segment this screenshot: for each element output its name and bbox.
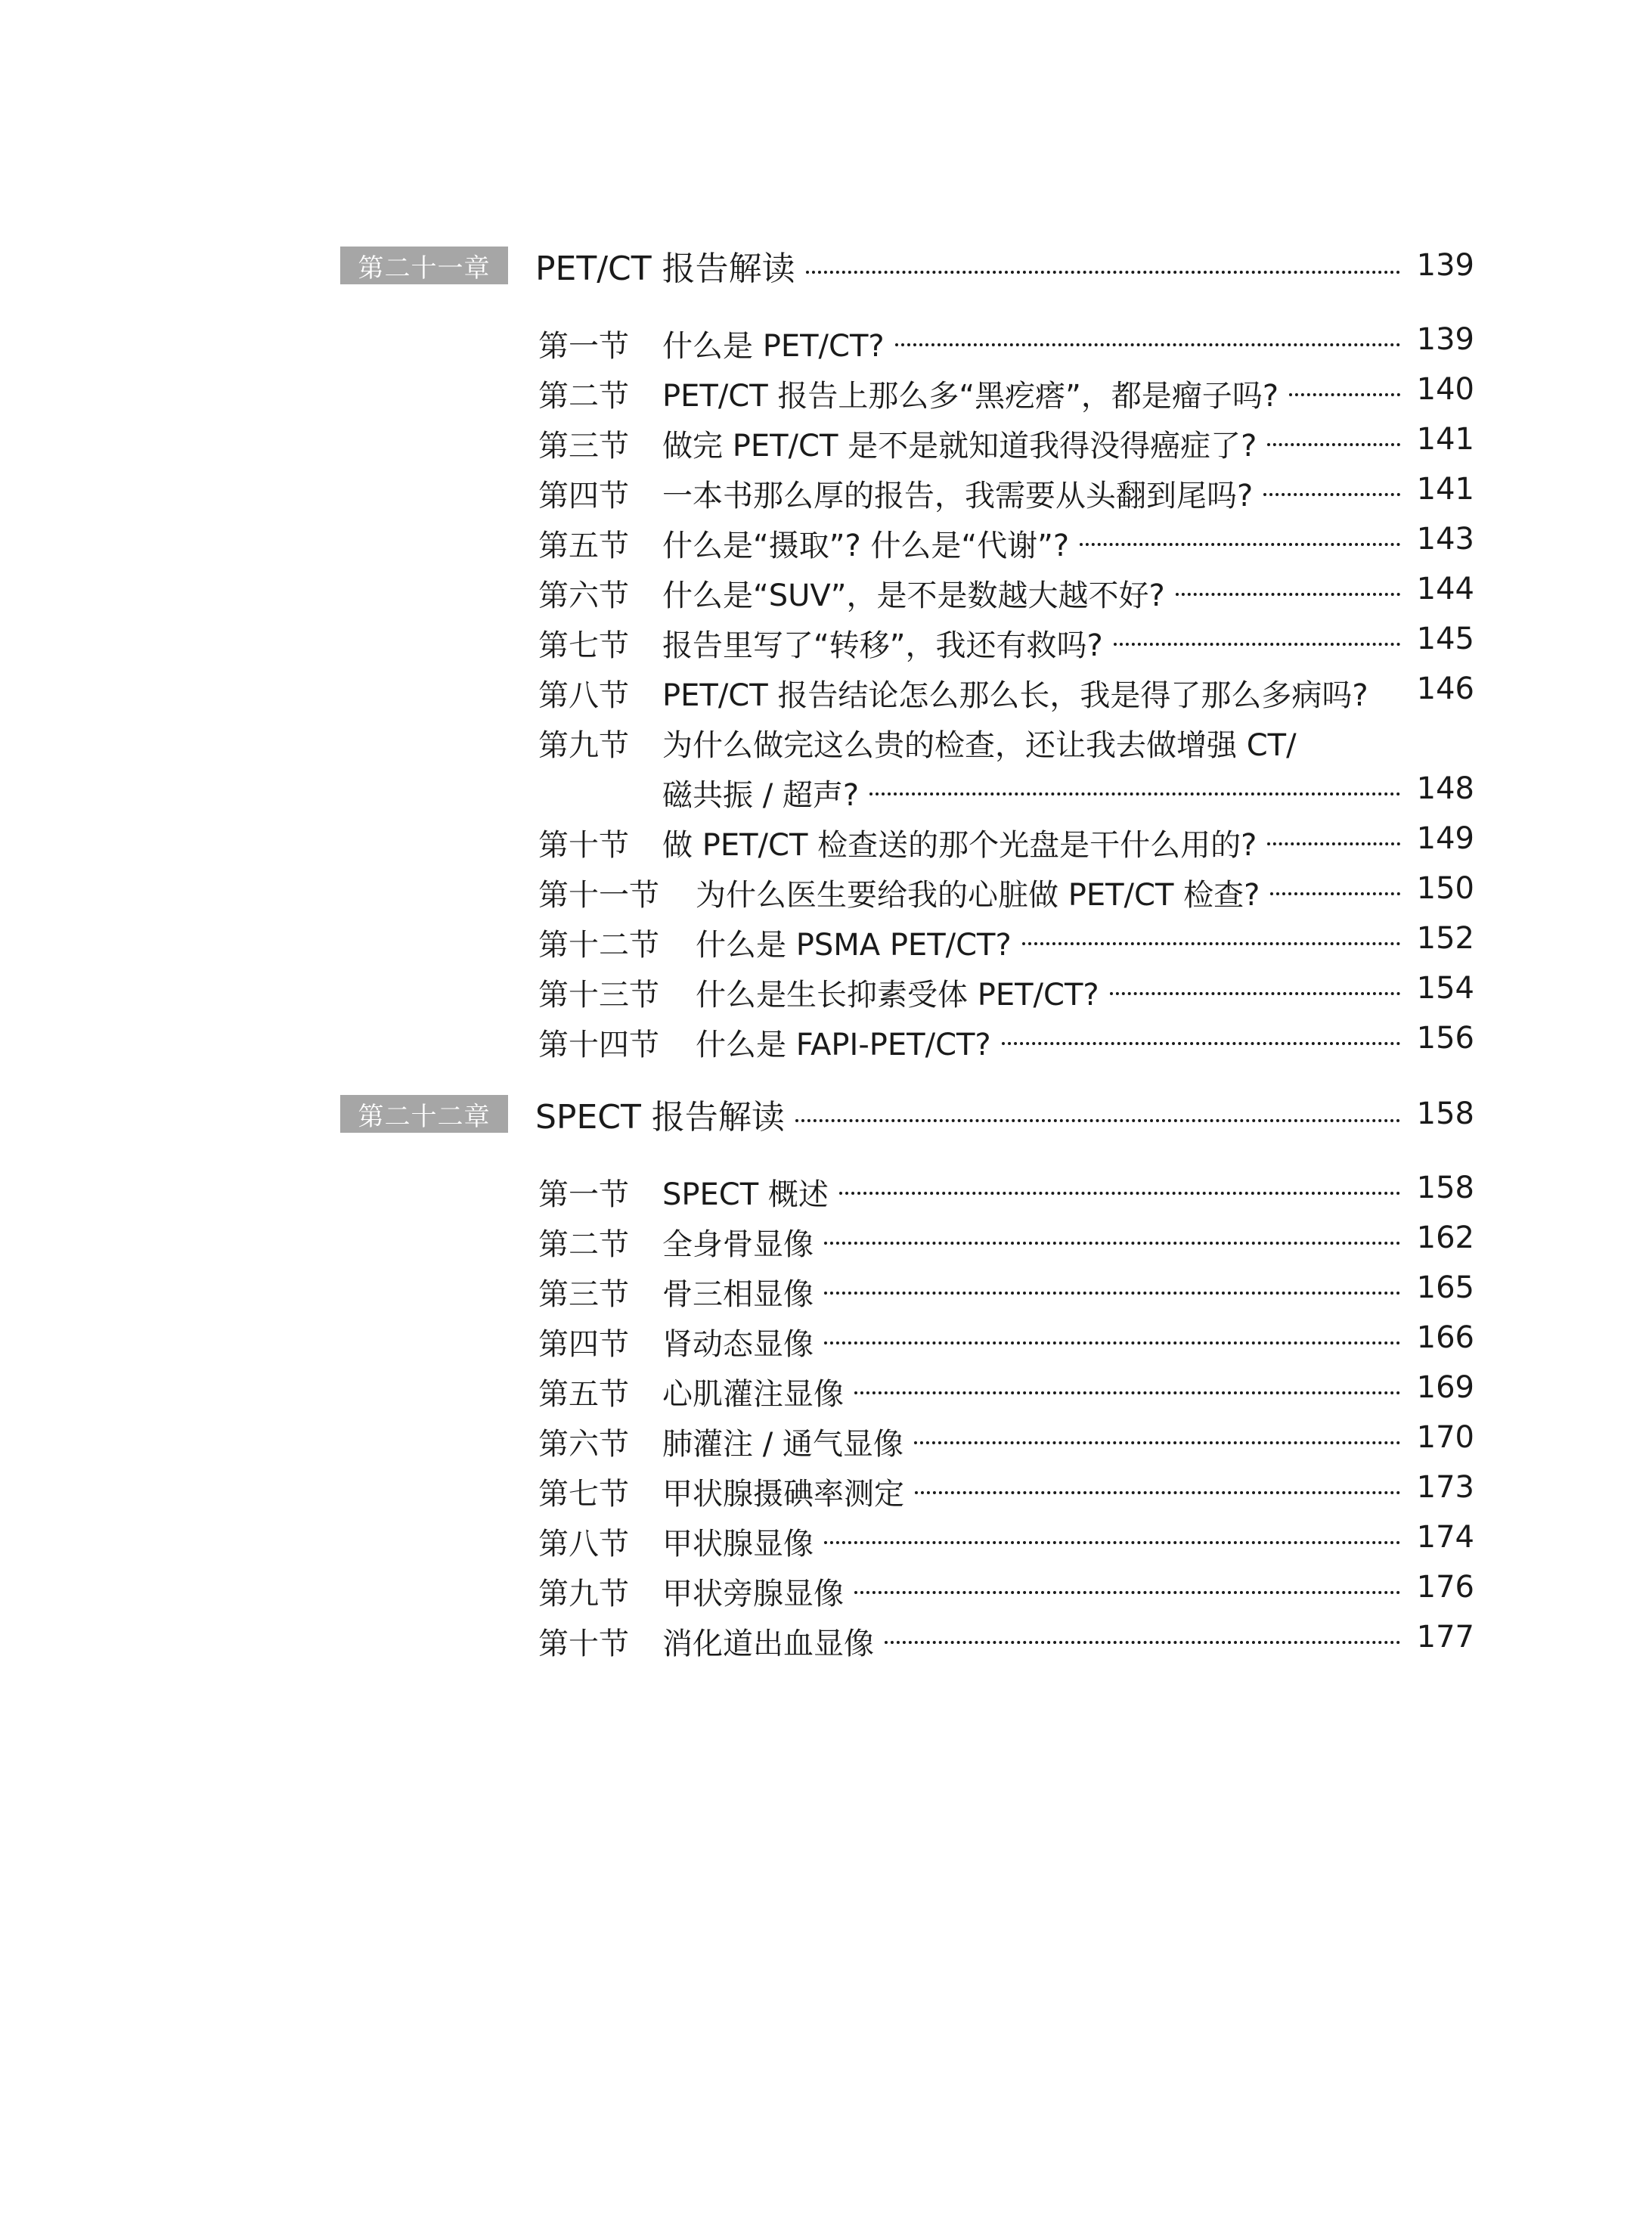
section-number: 第三节 xyxy=(538,429,629,464)
section-number: 第十一节 xyxy=(538,878,659,913)
section-number: 第十三节 xyxy=(538,978,659,1013)
chapter-page-number: 158 xyxy=(1416,1096,1474,1131)
toc-entry[interactable] xyxy=(538,815,1474,861)
page-number: 162 xyxy=(1416,1220,1474,1255)
page-number: 146 xyxy=(1416,671,1474,706)
section-number: 第十节 xyxy=(538,828,629,863)
section-title: 做 PET/CT 检查送的那个光盘是干什么用的? xyxy=(662,828,1257,863)
section-title: 什么是生长抑素受体 PET/CT? xyxy=(696,978,1099,1013)
dot-leader xyxy=(1080,543,1400,546)
section-number: 第六节 xyxy=(538,578,629,613)
toc-entry[interactable] xyxy=(538,1614,1474,1659)
chapter-number-badge: 第二十一章 xyxy=(340,247,508,284)
dot-leader xyxy=(824,1242,1400,1245)
toc-entry[interactable] xyxy=(538,566,1474,611)
section-title: 甲状腺摄碘率测定 xyxy=(662,1477,904,1512)
toc-entry-continuation[interactable] xyxy=(538,765,1474,811)
toc-entry[interactable] xyxy=(538,1314,1474,1360)
section-title: 什么是“摄取”? 什么是“代谢”? xyxy=(662,529,1070,563)
section-title: 肺灌注 / 通气显像 xyxy=(662,1427,903,1462)
dot-leader xyxy=(1263,493,1399,496)
chapter-heading[interactable] xyxy=(340,240,1474,290)
page-number: 152 xyxy=(1416,921,1474,956)
section-title: 什么是 PSMA PET/CT? xyxy=(696,928,1012,963)
page-number: 144 xyxy=(1416,572,1474,606)
page-number: 150 xyxy=(1416,871,1474,906)
section-number: 第十二节 xyxy=(538,928,659,963)
dot-leader xyxy=(1176,593,1400,596)
toc-entry[interactable] xyxy=(538,466,1474,511)
page-number: 154 xyxy=(1416,971,1474,1006)
toc-entry[interactable] xyxy=(538,965,1474,1013)
page-number: 148 xyxy=(1416,771,1474,806)
toc-entry[interactable] xyxy=(538,915,1474,963)
dot-leader xyxy=(1002,1042,1400,1045)
page-number: 156 xyxy=(1416,1021,1474,1056)
dot-leader xyxy=(1110,992,1400,995)
page-number: 145 xyxy=(1416,622,1474,656)
chapter-title: SPECT 报告解读 xyxy=(535,1098,785,1137)
dot-leader xyxy=(795,1119,1400,1122)
section-number: 第六节 xyxy=(538,1427,629,1462)
page-number: 149 xyxy=(1416,821,1474,856)
section-title: 为什么医生要给我的心脏做 PET/CT 检查? xyxy=(696,878,1260,913)
section-title: 消化道出血显像 xyxy=(662,1627,874,1661)
toc-entry[interactable] xyxy=(538,865,1474,913)
page-number: 158 xyxy=(1416,1171,1474,1205)
section-title: 什么是 FAPI-PET/CT? xyxy=(696,1028,991,1062)
page-number: 141 xyxy=(1416,422,1474,457)
page-number: 139 xyxy=(1416,322,1474,357)
page-number: 141 xyxy=(1416,472,1474,507)
dot-leader xyxy=(806,271,1400,274)
dot-leader xyxy=(1114,643,1400,646)
toc-entry[interactable] xyxy=(538,1414,1474,1462)
page-number: 165 xyxy=(1416,1270,1474,1305)
toc-entry[interactable] xyxy=(538,366,1474,414)
toc-entry[interactable] xyxy=(538,1015,1474,1060)
section-title: 一本书那么厚的报告，我需要从头翻到尾吗? xyxy=(662,479,1254,513)
page-number: 140 xyxy=(1416,372,1474,407)
dot-leader xyxy=(1289,393,1400,396)
dot-leader xyxy=(1267,443,1399,446)
section-number: 第十节 xyxy=(538,1627,629,1661)
page-number: 169 xyxy=(1416,1370,1474,1405)
toc-entry[interactable] xyxy=(538,616,1474,661)
toc-entry[interactable] xyxy=(538,1514,1474,1562)
section-title: 心肌灌注显像 xyxy=(662,1377,844,1412)
section-number: 第四节 xyxy=(538,1327,629,1362)
dot-leader xyxy=(854,1391,1400,1394)
toc-entry[interactable] xyxy=(538,715,1474,761)
chapter-title: PET/CT 报告解读 xyxy=(535,250,795,288)
dot-leader xyxy=(895,343,1400,346)
section-number: 第四节 xyxy=(538,479,629,513)
section-number: 第七节 xyxy=(538,1477,629,1512)
section-title: 做完 PET/CT 是不是就知道我得没得癌症了? xyxy=(662,429,1257,464)
section-number: 第五节 xyxy=(538,1377,629,1412)
section-title: PET/CT 报告上那么多“黑疙瘩”，都是瘤子吗? xyxy=(662,379,1279,414)
dot-leader xyxy=(869,792,1400,796)
section-number: 第十四节 xyxy=(538,1028,659,1062)
section-title: SPECT 概述 xyxy=(662,1177,829,1212)
section-number: 第九节 xyxy=(538,728,629,763)
toc-entry[interactable] xyxy=(538,1464,1474,1512)
section-number: 第一节 xyxy=(538,1177,629,1212)
toc-entry[interactable] xyxy=(538,665,1474,711)
section-title: PET/CT 报告结论怎么那么长，我是得了那么多病吗? xyxy=(662,678,1368,713)
page-number: 166 xyxy=(1416,1320,1474,1355)
page-number: 173 xyxy=(1416,1470,1474,1505)
section-title: 全身骨显像 xyxy=(662,1227,814,1262)
toc-entry[interactable] xyxy=(538,316,1474,364)
dot-leader xyxy=(1267,842,1399,845)
section-number: 第五节 xyxy=(538,529,629,563)
dot-leader xyxy=(824,1341,1400,1344)
dot-leader xyxy=(824,1541,1400,1544)
dot-leader xyxy=(885,1641,1400,1644)
dot-leader xyxy=(1270,892,1399,895)
toc-entry[interactable] xyxy=(538,1264,1474,1310)
section-number: 第七节 xyxy=(538,628,629,663)
toc-entry[interactable] xyxy=(538,1165,1474,1210)
toc-entry[interactable] xyxy=(538,1564,1474,1609)
section-title-continued: 磁共振 / 超声? xyxy=(662,778,860,813)
section-number: 第三节 xyxy=(538,1277,629,1312)
section-number: 第二节 xyxy=(538,379,629,414)
dot-leader xyxy=(1022,942,1400,945)
section-number: 第九节 xyxy=(538,1577,629,1611)
dot-leader xyxy=(915,1491,1400,1494)
section-number: 第二节 xyxy=(538,1227,629,1262)
dot-leader xyxy=(914,1441,1400,1444)
toc-entry[interactable] xyxy=(538,516,1474,561)
section-title: 什么是“SUV”，是不是数越大越不好? xyxy=(662,578,1165,613)
dot-leader xyxy=(824,1292,1400,1295)
section-number: 第八节 xyxy=(538,1527,629,1562)
chapter-heading[interactable] xyxy=(340,1089,1474,1139)
section-number: 第八节 xyxy=(538,678,629,713)
section-title: 骨三相显像 xyxy=(662,1277,814,1312)
page-number: 170 xyxy=(1416,1420,1474,1455)
toc-entry[interactable] xyxy=(538,1364,1474,1410)
section-title: 什么是 PET/CT? xyxy=(662,329,885,364)
section-number: 第一节 xyxy=(538,329,629,364)
page-number: 176 xyxy=(1416,1570,1474,1605)
section-title: 甲状腺显像 xyxy=(662,1527,814,1562)
toc-entry[interactable] xyxy=(538,416,1474,464)
page-number: 143 xyxy=(1416,522,1474,557)
chapter-number-badge: 第二十二章 xyxy=(340,1095,508,1133)
page-number: 177 xyxy=(1416,1620,1474,1655)
section-title: 为什么做完这么贵的检查，还让我去做增强 CT/ xyxy=(662,728,1297,763)
dot-leader xyxy=(854,1591,1400,1594)
chapter-page-number: 139 xyxy=(1416,248,1474,283)
section-title: 甲状旁腺显像 xyxy=(662,1577,844,1611)
page-number: 174 xyxy=(1416,1520,1474,1555)
section-title: 报告里写了“转移”，我还有救吗? xyxy=(662,628,1103,663)
dot-leader xyxy=(839,1192,1400,1195)
toc-entry[interactable] xyxy=(538,1214,1474,1260)
section-title: 肾动态显像 xyxy=(662,1327,814,1362)
